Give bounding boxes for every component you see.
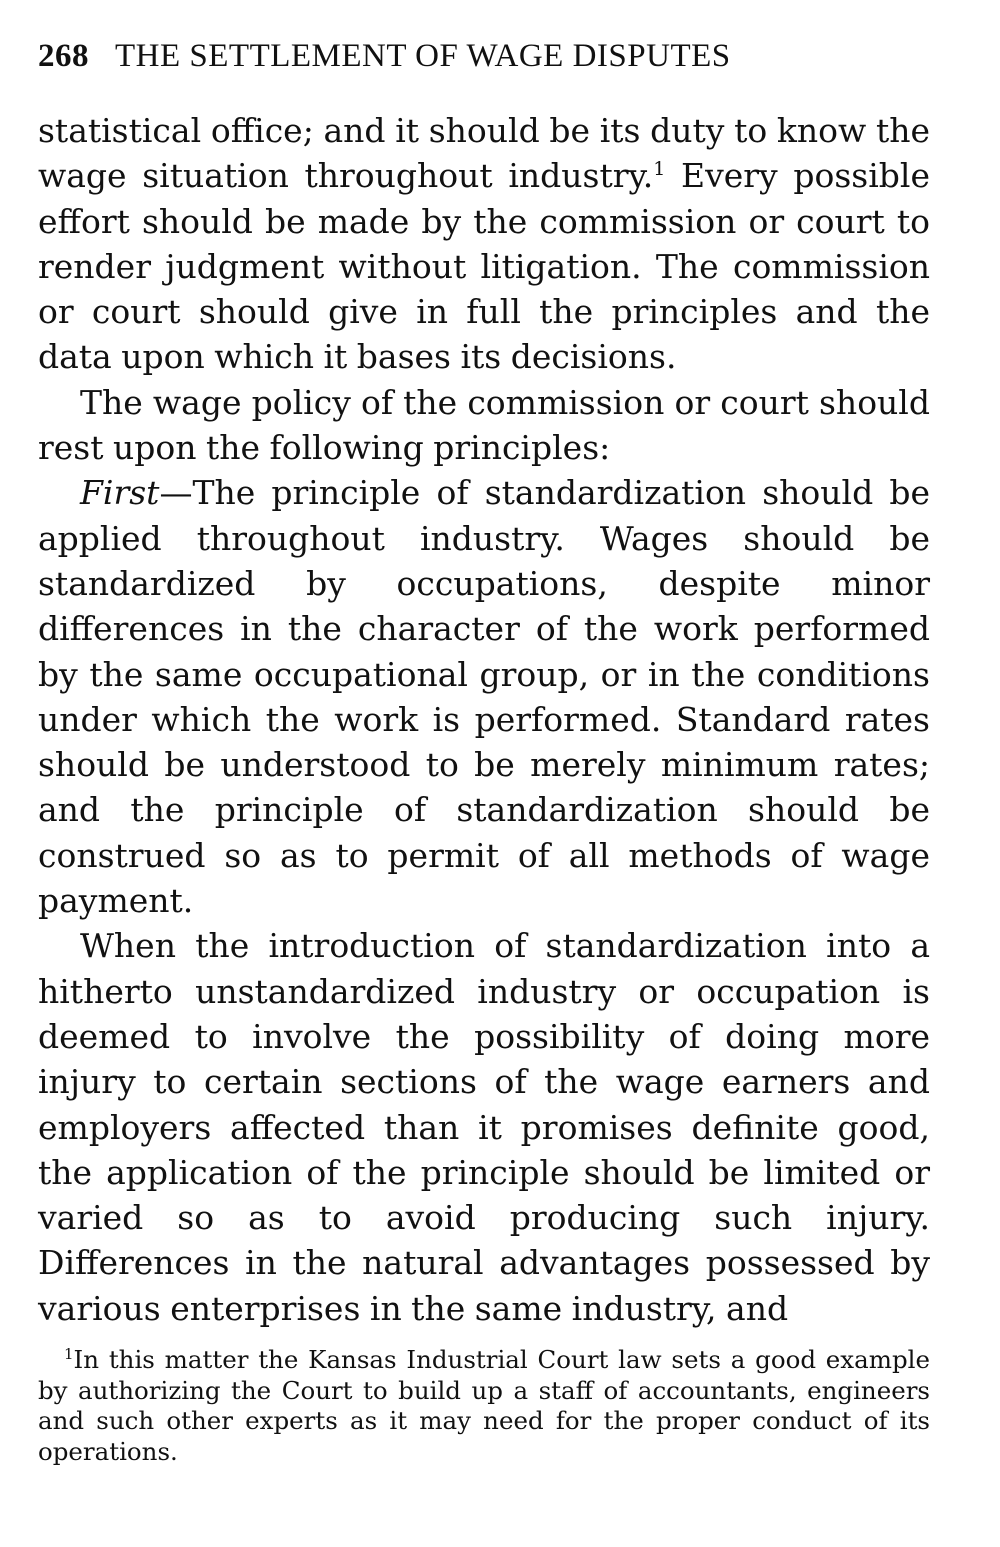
footnote xyxy=(38,1345,930,1467)
paragraph-2: The wage policy of the commission or court should rest upon the following principles: xyxy=(38,382,930,468)
paragraph-3-text: —The principle of standardization should be applied throughout industry. Wages should be standardized by occupations, despite minor differences in the character of the work performed by the same occupational group, or in the conditions under which the work is performed. Standard rates should be understood to be merely minimum rates; and the principle of standardization should be construed so as to permit of all methods of wage payment. xyxy=(38,473,930,921)
book-page xyxy=(38,28,930,1467)
footnote-text: In this matter the Kansas Industrial Court law sets a good example by authorizing the Court to build up a staff of accountants, engineers and such other experts as it may need for the proper conduct of its operations. xyxy=(38,1345,930,1466)
paragraph-3 xyxy=(38,470,930,923)
footnote-reference: 1 xyxy=(653,158,666,181)
paragraph-1 xyxy=(38,108,930,380)
running-title: THE SETTLEMENT OF WAGE DISPUTES xyxy=(115,38,731,74)
footnote-mark: 1 xyxy=(64,1345,74,1364)
body-text xyxy=(38,108,930,1331)
paragraph-4: When the introduction of standardization into a hitherto unstandardized industry or occupation is deemed to involve the possibility of doing more injury to certain sections of the wage earners and employers affected than it promises definite good, the application of the principle should be limited or varied so as to avoid producing such injury. Differences in the natural advantages possessed by various enterprises in the same industry, and xyxy=(38,926,930,1328)
running-head xyxy=(38,28,930,84)
paragraph-1-text: statistical office; and it should be its duty to know the wage situation throughout industry. xyxy=(38,111,930,196)
principle-lead: First xyxy=(80,473,160,513)
paragraph-1-continued: Every possible effort should be made by the commission or court to render judgment without litigation. The commission or court should give in full the principles and the data upon which it bases its decisions. xyxy=(38,156,930,377)
page-number: 268 xyxy=(38,38,89,74)
